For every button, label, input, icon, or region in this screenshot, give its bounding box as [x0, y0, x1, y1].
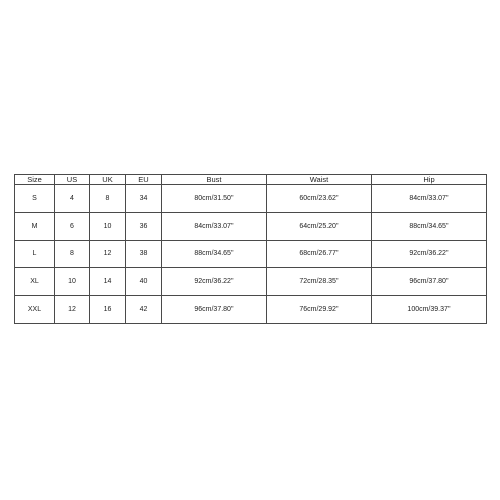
- cell-size: XXL: [15, 296, 55, 324]
- cell-size: M: [15, 212, 55, 240]
- cell-us: 12: [55, 296, 90, 324]
- cell-uk: 12: [90, 240, 126, 268]
- cell-hip: 92cm/36.22'': [372, 240, 487, 268]
- cell-us: 6: [55, 212, 90, 240]
- size-chart-table: [14, 174, 487, 324]
- cell-waist: 72cm/28.35'': [267, 268, 372, 296]
- cell-bust: 92cm/36.22'': [162, 268, 267, 296]
- header-us: US: [55, 175, 90, 185]
- cell-uk: 14: [90, 268, 126, 296]
- cell-waist: 76cm/29.92'': [267, 296, 372, 324]
- cell-waist: 60cm/23.62'': [267, 185, 372, 213]
- table-row: [15, 212, 487, 240]
- cell-bust: 80cm/31.50'': [162, 185, 267, 213]
- cell-size: S: [15, 185, 55, 213]
- cell-size: L: [15, 240, 55, 268]
- cell-eu: 42: [126, 296, 162, 324]
- cell-hip: 88cm/34.65'': [372, 212, 487, 240]
- cell-bust: 84cm/33.07'': [162, 212, 267, 240]
- table-row: [15, 185, 487, 213]
- cell-waist: 64cm/25.20'': [267, 212, 372, 240]
- cell-us: 10: [55, 268, 90, 296]
- cell-uk: 8: [90, 185, 126, 213]
- header-eu: EU: [126, 175, 162, 185]
- cell-bust: 96cm/37.80'': [162, 296, 267, 324]
- cell-eu: 36: [126, 212, 162, 240]
- cell-us: 4: [55, 185, 90, 213]
- cell-eu: 40: [126, 268, 162, 296]
- cell-eu: 34: [126, 185, 162, 213]
- header-hip: Hip: [372, 175, 487, 185]
- header-size: Size: [15, 175, 55, 185]
- table-row: [15, 240, 487, 268]
- cell-uk: 10: [90, 212, 126, 240]
- cell-us: 8: [55, 240, 90, 268]
- cell-uk: 16: [90, 296, 126, 324]
- header-waist: Waist: [267, 175, 372, 185]
- cell-waist: 68cm/26.77'': [267, 240, 372, 268]
- table-row: [15, 296, 487, 324]
- cell-hip: 84cm/33.07'': [372, 185, 487, 213]
- table-row: [15, 268, 487, 296]
- header-bust: Bust: [162, 175, 267, 185]
- header-uk: UK: [90, 175, 126, 185]
- cell-size: XL: [15, 268, 55, 296]
- cell-bust: 88cm/34.65'': [162, 240, 267, 268]
- cell-hip: 96cm/37.80'': [372, 268, 487, 296]
- table-header-row: [15, 175, 487, 185]
- cell-hip: 100cm/39.37'': [372, 296, 487, 324]
- cell-eu: 38: [126, 240, 162, 268]
